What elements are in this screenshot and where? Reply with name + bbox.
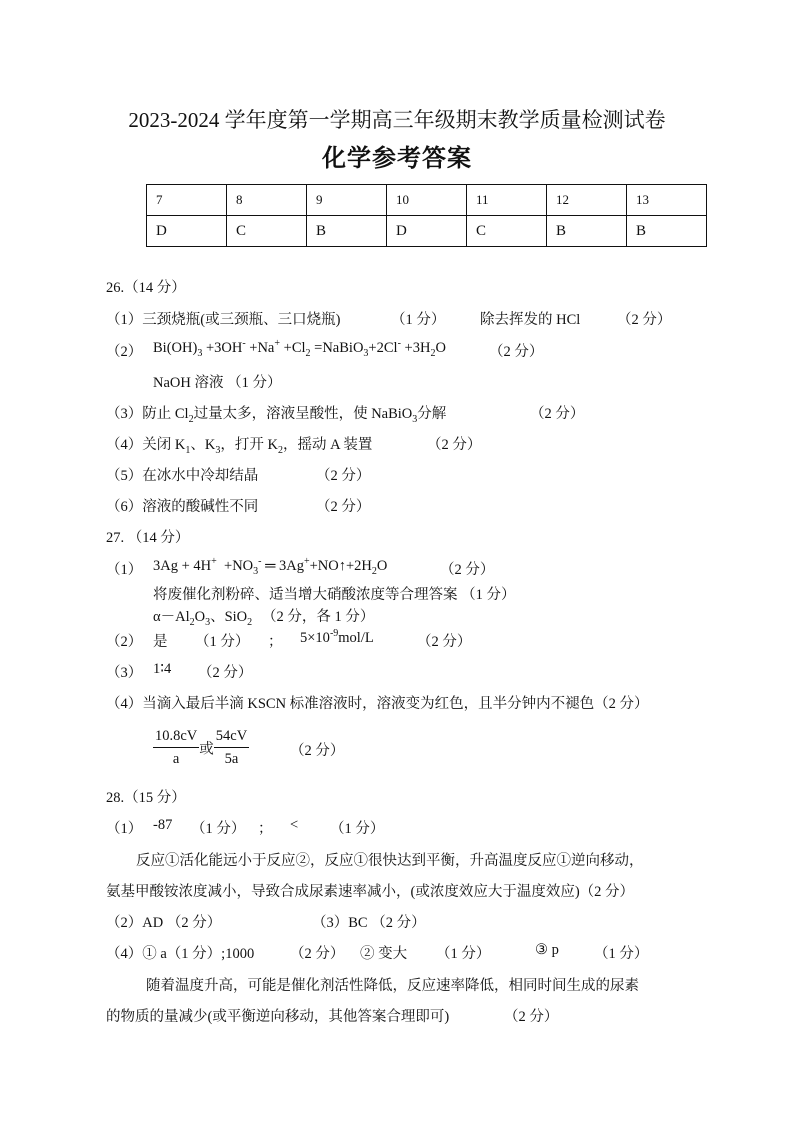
table-cell: C (227, 216, 307, 247)
question-number-row (147, 185, 707, 216)
q26-part6: （6）溶液的酸碱性不同 (106, 499, 259, 515)
q26-part2-line2: NaOH 溶液 （1 分） (153, 375, 282, 391)
q28-part3: （3）BC （2 分） (312, 915, 426, 931)
q26-header: 26.（14 分） (106, 280, 186, 296)
table-cell: D (387, 216, 467, 247)
q27-part2-label: （2） (106, 634, 143, 650)
q27-part2-b-exp: -9 (329, 628, 339, 640)
q27-part3-value: 1∶4 (153, 661, 172, 677)
answer-table (146, 184, 707, 247)
q28-part4-a: （4）① a（1 分）;1000 (106, 946, 255, 962)
q27-part4-formula (153, 728, 249, 768)
table-cell: 11 (467, 185, 547, 216)
q27-part1-line3-b: 、SiO (210, 609, 248, 625)
q28-part4-b-score: （1 分） (436, 946, 491, 962)
q27-part4: （4）当滴入最后半滴 KSCN 标准溶液时，溶液变为红色，且半分钟内不褪色（2 分） (106, 696, 649, 712)
q26-part5-score: （2 分） (316, 468, 371, 484)
q28-part1-a: -87 (153, 817, 173, 833)
q26-part3-b: 过量太多，溶液呈酸性，使 NaBiO (193, 406, 413, 422)
q26-part2-equation: $Bi(OH)_3 +3OH^- +Na^+ +Cl_2$ =NaBiO$_3$+2Cl- $+3H_2O$ (153, 338, 446, 359)
table-cell: D (147, 216, 227, 247)
q28-part1-a-score: （1 分） (191, 821, 246, 837)
q28-part4-explain-1: 随着温度升高，可能是催化剂活性降低，反应速率降低，相同时间生成的尿素 (146, 978, 639, 994)
q26-part3-score: （2 分） (530, 406, 585, 422)
fraction-1 (153, 728, 199, 768)
q26-part2-label: （2） (106, 344, 143, 360)
q28-part4-b: ② 变大 (360, 946, 408, 962)
q26-part1-b: 除去挥发的 HCl (480, 312, 581, 328)
page-subtitle: 化学参考答案 (322, 144, 472, 172)
q28-part1-explain-1: 反应①活化能远小于反应②，反应①很快达到平衡，升高温度反应①逆向移动， (136, 853, 644, 869)
q28-part4-explain-score: （2 分） (504, 1009, 559, 1025)
q26-part3-c: 分解 (417, 406, 447, 422)
q26-part4-a: （4）关闭 K (106, 437, 186, 453)
fraction-1-numerator: 10.8cV (153, 728, 199, 748)
q26-part1-a-score: （1 分） (391, 312, 446, 328)
q26-part5: （5）在冰水中冷却结晶 (106, 468, 259, 484)
q28-part2: （2）AD （2 分） (106, 915, 222, 931)
table-cell: C (467, 216, 547, 247)
table-cell: 12 (547, 185, 627, 216)
table-cell: 10 (387, 185, 467, 216)
q28-part4-explain-2: 的物质的量减少(或平衡逆向移动，其他答案合理即可) (106, 1009, 450, 1025)
table-cell: 8 (227, 185, 307, 216)
table-cell: B (307, 216, 387, 247)
q26-part4-c: ，打开 K (220, 437, 278, 453)
q27-part1-line3: $\alpha-Al_2O_3$、SiO$_2$ (153, 609, 253, 628)
q27-part3-score: （2 分） (198, 665, 253, 681)
q27-part2-a-score: （1 分） (195, 634, 250, 650)
q27-part1-score: （2 分） (440, 562, 495, 578)
table-cell: 13 (627, 185, 707, 216)
q26-part6-score: （2 分） (316, 499, 371, 515)
fraction-1-denominator: a (172, 751, 180, 767)
q26-part3-a: （3）防止 Cl (106, 406, 189, 422)
q27-part2-sep: ； (268, 634, 283, 650)
page-title: 2023-2024 学年度第一学期高三年级期末教学质量检测试卷 (128, 108, 666, 132)
table-cell: B (547, 216, 627, 247)
q26-part1-b-score: （2 分） (617, 312, 672, 328)
q28-part1-b: < (290, 817, 299, 833)
q28-part4-c: ③ p (535, 942, 559, 958)
answer-row (147, 216, 707, 247)
q27-part1-label: （1） (106, 562, 143, 578)
q28-part1-sep: ； (258, 821, 273, 837)
fraction-2-denominator: 5a (224, 751, 239, 767)
q26-part2-score: （2 分） (489, 344, 544, 360)
q28-part1-label: （1） (106, 821, 143, 837)
q26-part3: （3）防止 $Cl_2$过量太多，溶液呈酸性，使 NaBiO$_3$分解 (106, 406, 447, 425)
q27-part1-line3-score: （2 分，各 1 分） (262, 609, 375, 625)
q27-part1-equation: $3Ag + 4H^+ +NO_3^-$ ═ $3Ag^++NO↑+2H_2O$ (153, 556, 388, 577)
q28-part4-c-score: （1 分） (594, 946, 649, 962)
q27-part2-a: 是 (153, 634, 168, 650)
table-cell: 7 (147, 185, 227, 216)
fraction-or: 或 (199, 741, 214, 758)
q28-header: 28.（15 分） (106, 790, 186, 806)
q28-part1-b-score: （1 分） (330, 821, 385, 837)
q26-part1-a: （1）三颈烧瓶(或三颈瓶、三口烧瓶) (106, 312, 341, 328)
q27-part1-line3-a: α－Al (153, 609, 190, 625)
fraction-2-numerator: 54cV (214, 728, 249, 748)
q28-part4-a-score: （2 分） (290, 946, 345, 962)
q27-part2-b-post: mol/L (338, 630, 374, 646)
q27-part2-b (300, 630, 374, 647)
q27-part1-line2: 将废催化剂粉碎、适当增大硝酸浓度等合理答案 （1 分） (153, 587, 516, 603)
q26-part4-d: ，摇动 A 装置 (282, 437, 373, 453)
q26-part4: （4）关闭 $K_1$、$K_3$，打开 $K_2$，摇动 A 装置 (106, 437, 373, 456)
table-cell: B (627, 216, 707, 247)
table-cell: 9 (307, 185, 387, 216)
q27-part3-label: （3） (106, 665, 143, 681)
q26-part4-b: 、K (190, 437, 216, 453)
q27-part2-b-score: （2 分） (417, 634, 472, 650)
q27-header: 27. （14 分） (106, 530, 190, 546)
q27-part2-b-pre: 5×10 (300, 630, 330, 646)
fraction-2 (214, 728, 249, 768)
q27-part4-formula-score: （2 分） (290, 743, 345, 759)
q26-part4-score: （2 分） (427, 437, 482, 453)
q28-part1-explain-2: 氨基甲酸铵浓度减小，导致合成尿素速率减小，(或浓度效应大于温度效应)（2 分） (106, 884, 635, 900)
